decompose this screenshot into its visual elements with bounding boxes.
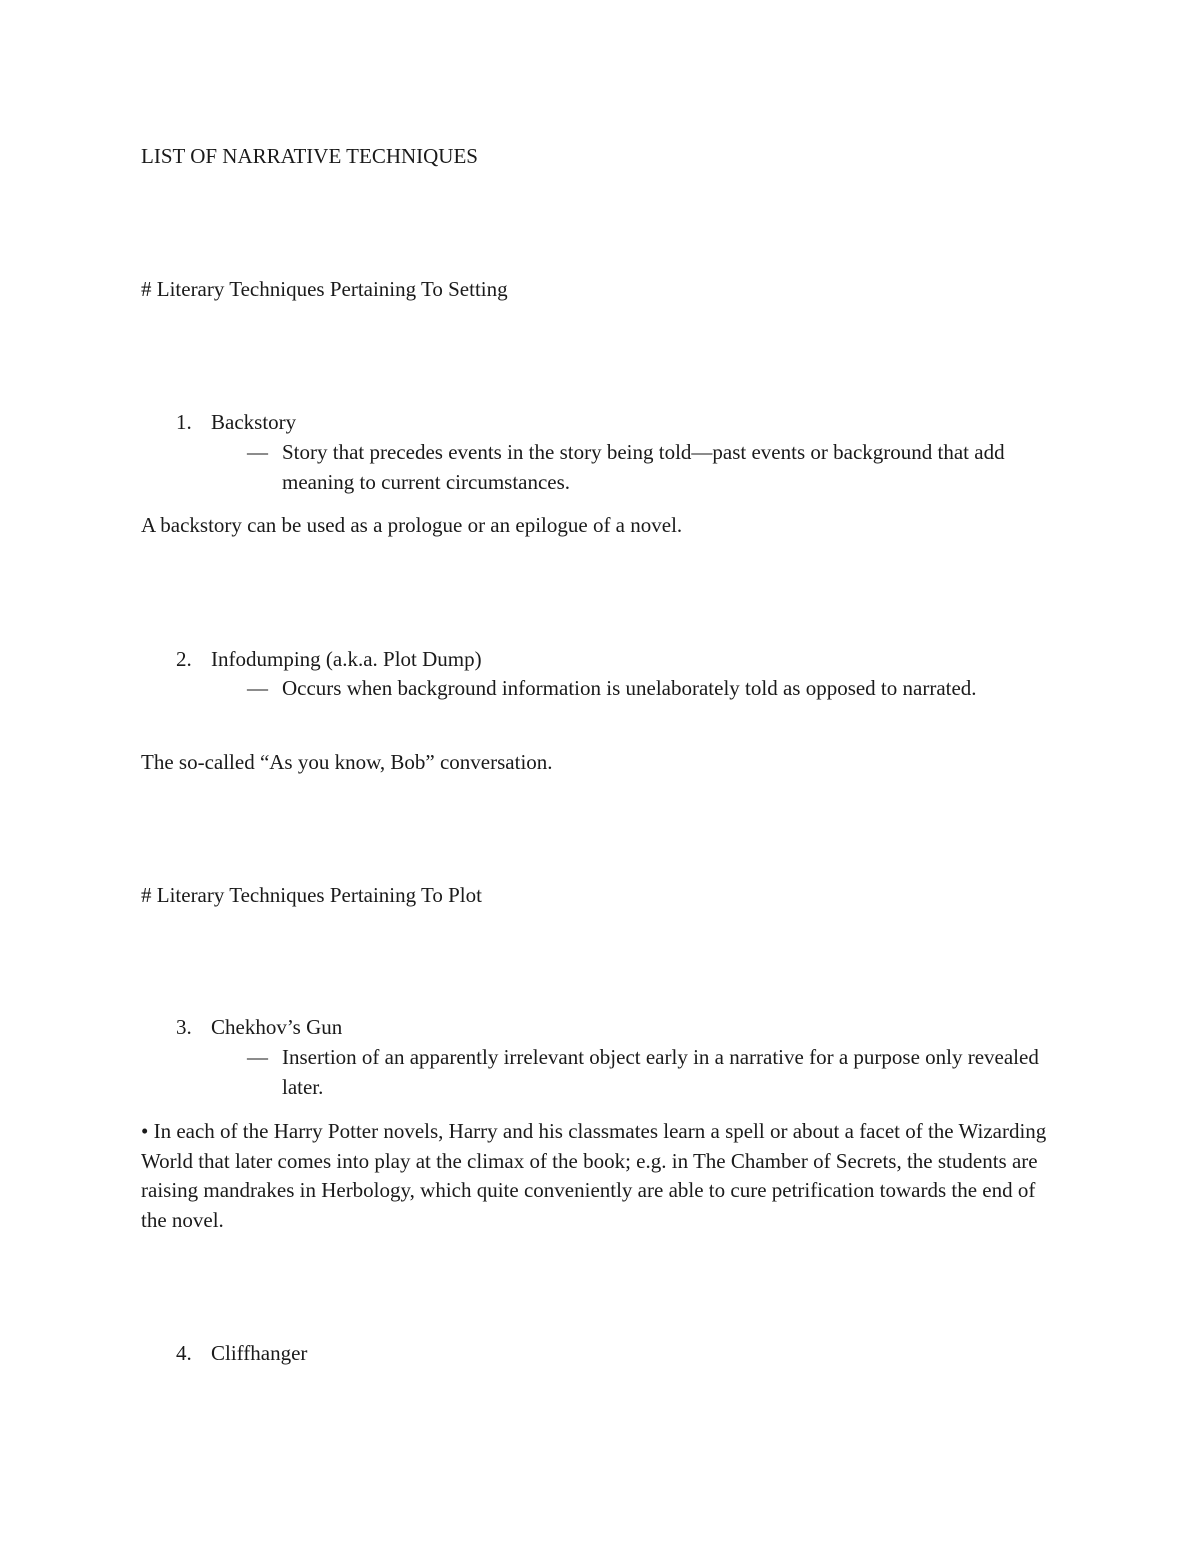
item-label: Chekhov’s Gun <box>211 1015 343 1039</box>
item-dash: — <box>247 440 268 464</box>
section-heading-plot: # Literary Techniques Pertaining To Plot <box>141 883 482 907</box>
document-title: LIST OF NARRATIVE TECHNIQUES <box>141 144 478 168</box>
item-description: Occurs when background information is unelaborately told as opposed to narrated. <box>282 676 977 700</box>
item-label: Infodumping (a.k.a. Plot Dump) <box>211 647 482 671</box>
item-dash: — <box>247 1045 268 1069</box>
item-label: Backstory <box>211 410 297 434</box>
item-number: 3. <box>176 1015 192 1039</box>
item-number: 2. <box>176 647 192 671</box>
section-heading-setting: # Literary Techniques Pertaining To Setting <box>141 277 508 301</box>
item-label: Cliffhanger <box>211 1341 308 1365</box>
item-note: A backstory can be used as a prologue or an epilogue of a novel. <box>141 513 683 537</box>
item-note: The so-called “As you know, Bob” conversation. <box>141 750 553 774</box>
item-number: 4. <box>176 1341 192 1365</box>
item-number: 1. <box>176 410 192 434</box>
item-dash: — <box>247 676 268 700</box>
item-note: • In each of the Harry Potter novels, Harry and his classmates learn a spell or about a facet of the Wizarding World that later comes into play at the climax of the book; e.g. in The Chamber of Secrets, the students are raising mandrakes in Herbology, which quite conveniently are able to cure petrification towards the end of the novel. <box>141 1119 1047 1232</box>
item-description: Story that precedes events in the story being told—past events or background that add meaning to current circumstances. <box>282 440 1005 494</box>
item-description: Insertion of an apparently irrelevant object early in a narrative for a purpose only revealed later. <box>282 1045 1039 1099</box>
